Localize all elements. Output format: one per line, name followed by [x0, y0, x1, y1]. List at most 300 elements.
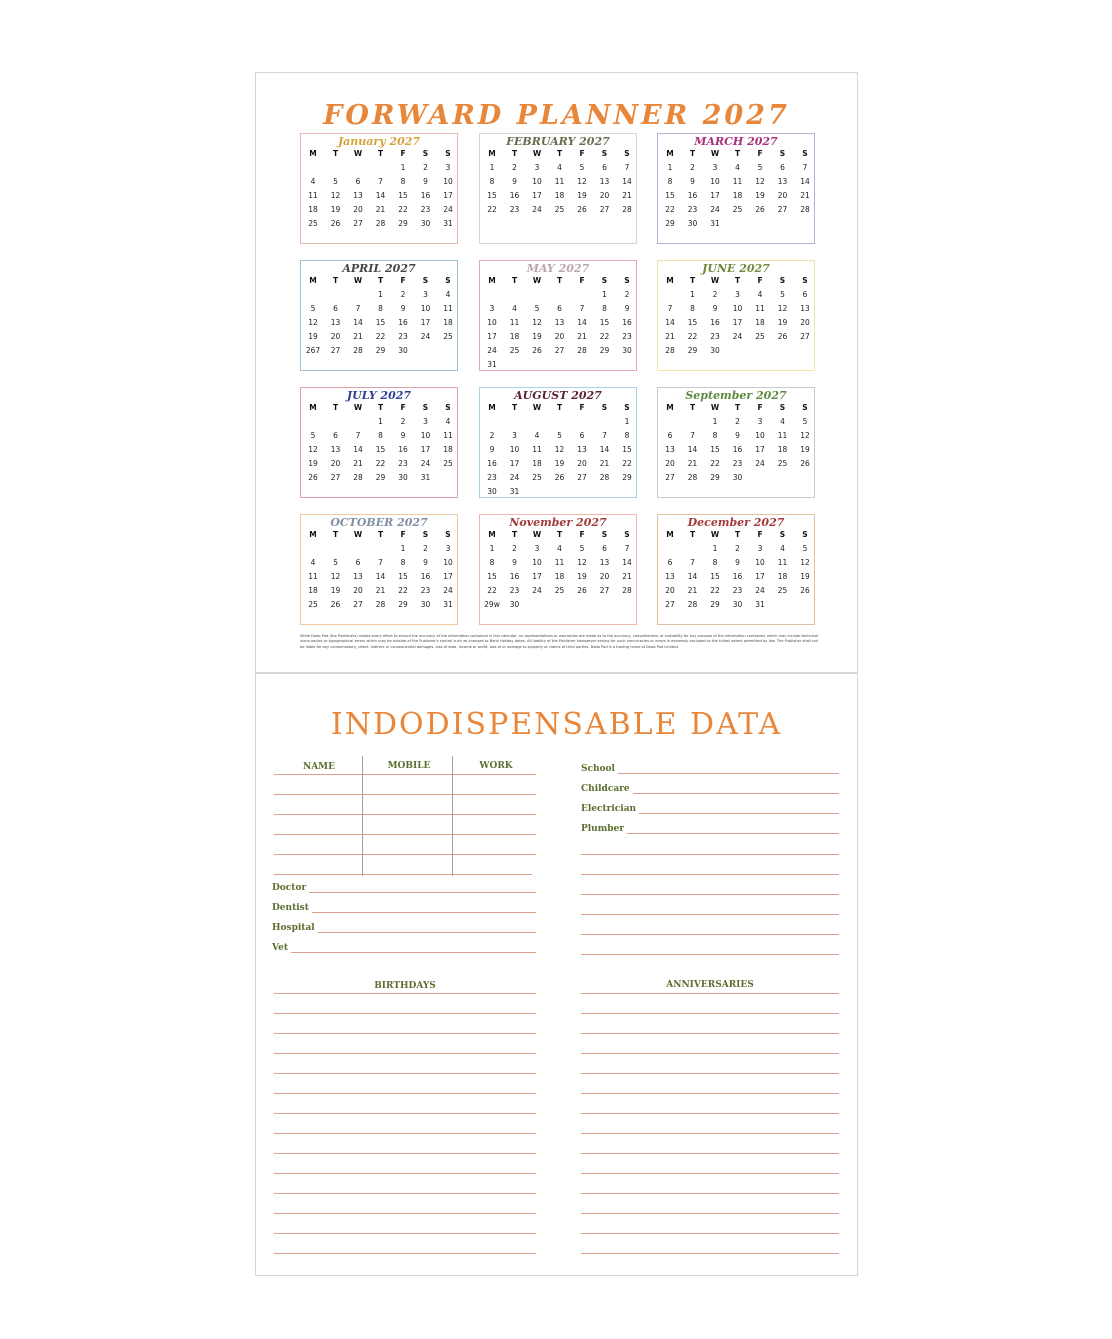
day-cell: 16 — [687, 191, 698, 200]
day-cell: 20 — [800, 318, 810, 327]
day-cell: 17 — [443, 572, 453, 581]
day-cell: 23 — [420, 586, 431, 595]
day-cell: 13 — [599, 177, 610, 186]
day-cell: 15 — [375, 318, 386, 327]
weekday-label: T — [689, 403, 696, 412]
table-row-line[interactable] — [274, 874, 532, 875]
weekday-label: F — [579, 276, 585, 285]
day-cell: 21 — [375, 586, 386, 595]
day-cell: 17 — [420, 445, 431, 454]
day-cell: 5 — [579, 163, 585, 172]
weekday-label: T — [734, 276, 741, 285]
day-cell: 7 — [690, 431, 695, 440]
day-cell: 5 — [780, 290, 785, 299]
day-cell: 13 — [577, 445, 587, 454]
day-cell: 17 — [755, 572, 765, 581]
weekday-label: M — [309, 149, 317, 158]
day-cell: 3 — [423, 417, 428, 426]
day-cell: 24 — [420, 332, 431, 341]
day-cell: 11 — [554, 177, 565, 186]
table-row-line[interactable] — [274, 854, 536, 855]
day-cell: 9 — [712, 304, 718, 313]
day-cell: 7 — [624, 163, 630, 172]
day-cell: 27 — [599, 205, 610, 214]
anniversary-line[interactable] — [581, 1213, 839, 1214]
day-cell: 29 — [375, 346, 386, 355]
day-cell: 27 — [599, 586, 610, 595]
month-name: OCTOBER 2027 — [330, 516, 428, 529]
weekday-label: F — [579, 403, 585, 412]
day-cell: 23 — [710, 332, 720, 341]
day-cell: 21 — [622, 191, 632, 200]
day-cell: 14 — [687, 572, 698, 581]
weekday-label: S — [422, 149, 429, 158]
day-cell: 6 — [667, 431, 673, 440]
header-name: NAME — [302, 762, 336, 772]
day-cell: 8 — [712, 558, 718, 567]
day-cell: 15 — [622, 445, 632, 454]
day-cell: 22 — [710, 586, 720, 595]
disclaimer-text: While Dodo Pad (the Publishers) makes every effort to ensure the accuracy of the information contained in this calendar, no representations or warranties are made as to the accuracy, completeness, or suitability for any purpose of the information contained, which may include technical inaccuracies or typographical errors which may be outside of the Publisher's control such as changes to Bank Holiday dates. All liability of the Publisher howsoever arising for such inaccuracies or errors is expressly excluded to the fullest extent permitted by law. The Publisher shall not be liable for any compensatory, direct, indirect or consequential damages, loss of data, income or profit, loss of or damage to property or claims of third parties. Dodo Pad is a trading name of Dodo Pad Limited. — [300, 634, 818, 649]
day-cell: 17 — [732, 318, 743, 327]
day-cell: 30 — [420, 600, 431, 609]
day-cell: 19 — [308, 459, 318, 468]
weekday-label: T — [556, 149, 563, 158]
day-cell: 22 — [375, 459, 386, 468]
weekday-label: S — [422, 530, 429, 539]
day-cell: 24 — [755, 586, 765, 595]
anniversary-line[interactable] — [581, 1093, 839, 1094]
weekday-label: F — [400, 149, 406, 158]
weekday-label: T — [377, 276, 384, 285]
day-cell: 18 — [308, 205, 318, 214]
day-cell: 9 — [400, 304, 406, 313]
day-cell: 14 — [622, 558, 632, 567]
day-cell: 18 — [443, 318, 453, 327]
field-label-school: School — [581, 764, 618, 774]
weekday-label: S — [802, 276, 808, 285]
month-name: MAY 2027 — [526, 262, 590, 275]
day-cell: 16 — [487, 459, 497, 468]
day-cell: 11 — [755, 304, 765, 313]
weekday-label: T — [689, 149, 696, 158]
anniversary-line[interactable] — [581, 1233, 839, 1234]
anniversary-line[interactable] — [581, 1013, 839, 1014]
day-cell: 1 — [602, 290, 607, 299]
day-cell: 24 — [509, 473, 520, 482]
day-cell: 3 — [757, 417, 763, 426]
day-cell: 17 — [532, 191, 542, 200]
day-cell: 26 — [532, 346, 542, 355]
day-cell: 8 — [489, 177, 495, 186]
day-cell: 18 — [755, 318, 765, 327]
day-cell: 21 — [622, 572, 632, 581]
anniversary-line[interactable] — [581, 1133, 839, 1134]
day-cell: 12 — [800, 558, 810, 567]
day-cell: 8 — [489, 558, 495, 567]
month-12 — [657, 514, 815, 625]
weekday-label: M — [666, 276, 674, 285]
day-cell: 4 — [512, 304, 517, 313]
day-cell: 5 — [534, 304, 540, 313]
day-cell: 10 — [443, 558, 453, 567]
day-cell: 3 — [534, 544, 540, 553]
table-row-line[interactable] — [274, 774, 536, 775]
day-cell: 7 — [602, 431, 607, 440]
day-cell: 27 — [665, 473, 675, 482]
day-cell: 16 — [420, 572, 431, 581]
anniversary-line[interactable] — [581, 1053, 839, 1054]
day-cell: 267 — [305, 346, 321, 355]
day-cell: 4 — [445, 417, 451, 426]
field-line[interactable] — [581, 874, 839, 875]
day-cell: 14 — [375, 191, 386, 200]
weekday-label: S — [601, 276, 608, 285]
planner-title: FORWARD PLANNER 2027 — [323, 100, 790, 131]
day-cell: 12 — [330, 572, 341, 581]
birthday-line[interactable] — [274, 1213, 536, 1214]
day-cell: 4 — [310, 177, 316, 186]
day-cell: 12 — [330, 191, 341, 200]
field-line[interactable] — [581, 773, 839, 774]
weekday-label: F — [579, 530, 585, 539]
day-cell: 22 — [599, 332, 610, 341]
weekday-label: M — [488, 530, 496, 539]
birthday-line[interactable] — [274, 1073, 536, 1074]
day-cell: 13 — [665, 572, 675, 581]
day-cell: 6 — [355, 177, 361, 186]
day-cell: 24 — [532, 586, 542, 595]
day-cell: 7 — [355, 431, 361, 440]
day-cell: 6 — [667, 558, 673, 567]
weekday-label: S — [779, 403, 786, 412]
day-cell: 15 — [487, 191, 497, 200]
birthday-line[interactable] — [274, 1133, 536, 1134]
day-cell: 9 — [735, 431, 740, 440]
day-cell: 22 — [710, 459, 720, 468]
day-cell: 28 — [622, 586, 632, 595]
day-cell: 20 — [353, 586, 363, 595]
day-cell: 2 — [512, 163, 517, 172]
weekday-label: M — [309, 530, 317, 539]
header-work: WORK — [479, 761, 513, 771]
birthday-line[interactable] — [274, 1193, 536, 1194]
month-5 — [479, 260, 637, 371]
weekday-label: T — [689, 530, 696, 539]
day-cell: 11 — [777, 431, 788, 440]
anniversary-line[interactable] — [581, 1193, 839, 1194]
weekday-label: T — [377, 403, 384, 412]
field-line[interactable] — [274, 952, 536, 953]
day-cell: 17 — [443, 191, 453, 200]
day-cell: 30 — [687, 219, 698, 228]
weekday-label: F — [757, 530, 763, 539]
day-cell: 18 — [554, 191, 565, 200]
day-cell: 13 — [665, 445, 675, 454]
day-cell: 25 — [777, 586, 788, 595]
day-cell: 14 — [800, 177, 810, 186]
day-cell: 31 — [443, 219, 453, 228]
day-cell: 1 — [712, 417, 718, 426]
weekday-label: M — [488, 276, 496, 285]
day-cell: 29 — [398, 600, 408, 609]
day-cell: 23 — [732, 459, 743, 468]
weekday-label: T — [377, 530, 384, 539]
table-row-line[interactable] — [274, 794, 536, 795]
weekday-label: W — [532, 276, 542, 285]
day-cell: 22 — [487, 205, 497, 214]
day-cell: 23 — [398, 459, 408, 468]
day-cell: 9 — [512, 177, 517, 186]
day-cell: 11 — [308, 572, 318, 581]
day-cell: 26 — [800, 586, 810, 595]
day-cell: 1 — [378, 417, 383, 426]
weekday-label: M — [666, 403, 674, 412]
day-cell: 12 — [554, 445, 565, 454]
day-cell: 14 — [353, 318, 363, 327]
weekday-label: W — [532, 530, 542, 539]
day-cell: 29 — [710, 473, 720, 482]
month-2 — [479, 133, 637, 244]
month-name: November 2027 — [509, 516, 607, 529]
weekday-label: S — [624, 276, 630, 285]
day-cell: 19 — [330, 586, 341, 595]
day-cell: 25 — [554, 586, 565, 595]
day-cell: 8 — [690, 304, 695, 313]
day-cell: 31 — [420, 473, 431, 482]
day-cell: 1 — [489, 163, 495, 172]
day-cell: 22 — [375, 332, 386, 341]
day-cell: 19 — [777, 318, 788, 327]
day-cell: 21 — [577, 332, 587, 341]
birthday-line[interactable] — [274, 1053, 536, 1054]
day-cell: 7 — [690, 558, 695, 567]
day-cell: 4 — [557, 544, 562, 553]
day-cell: 15 — [687, 318, 698, 327]
weekday-label: F — [757, 149, 763, 158]
weekday-label: M — [666, 149, 674, 158]
month-name: JULY 2027 — [346, 389, 412, 402]
day-cell: 14 — [353, 445, 363, 454]
weekday-label: S — [779, 276, 786, 285]
birthday-line[interactable] — [274, 1113, 536, 1114]
birthday-line[interactable] — [274, 1253, 536, 1254]
day-cell: 25 — [308, 219, 318, 228]
day-cell: 11 — [732, 177, 743, 186]
day-cell: 25 — [755, 332, 765, 341]
field-line[interactable] — [581, 894, 839, 895]
birthday-line[interactable] — [274, 993, 536, 994]
day-cell: 25 — [443, 332, 453, 341]
day-cell: 19 — [800, 445, 810, 454]
day-cell: 1 — [624, 417, 630, 426]
day-cell: 13 — [777, 177, 788, 186]
month-6 — [657, 260, 815, 371]
day-cell: 5 — [579, 544, 585, 553]
day-cell: 20 — [577, 459, 587, 468]
day-cell: 12 — [577, 177, 587, 186]
day-cell: 17 — [710, 191, 720, 200]
day-cell: 31 — [710, 219, 720, 228]
field-line[interactable] — [581, 914, 839, 915]
field-line[interactable] — [274, 892, 536, 893]
day-cell: 21 — [800, 191, 810, 200]
weekday-label: S — [624, 530, 630, 539]
day-cell: 7 — [802, 163, 808, 172]
day-cell: 24 — [532, 205, 542, 214]
month-name: January 2027 — [337, 135, 421, 148]
day-cell: 2 — [400, 417, 406, 426]
day-cell: 10 — [487, 318, 497, 327]
day-cell: 30 — [732, 473, 743, 482]
day-cell: 10 — [509, 445, 520, 454]
day-cell: 10 — [532, 177, 542, 186]
day-cell: 1 — [378, 290, 383, 299]
day-cell: 6 — [355, 558, 361, 567]
anniversary-line[interactable] — [581, 993, 839, 994]
day-cell: 5 — [557, 431, 562, 440]
day-cell: 7 — [378, 558, 383, 567]
day-cell: 4 — [310, 558, 316, 567]
day-cell: 16 — [420, 191, 431, 200]
day-cell: 27 — [577, 473, 587, 482]
day-cell: 22 — [398, 205, 408, 214]
day-cell: 10 — [732, 304, 743, 313]
day-cell: 20 — [330, 459, 341, 468]
day-cell: 9 — [423, 177, 428, 186]
day-cell: 29 — [375, 473, 386, 482]
anniversaries-heading: ANNIVERSARIES — [666, 980, 754, 990]
day-cell: 27 — [554, 346, 565, 355]
day-cell: 26 — [577, 586, 587, 595]
birthday-line[interactable] — [274, 1013, 536, 1014]
weekday-label: T — [511, 403, 518, 412]
day-cell: 14 — [599, 445, 610, 454]
day-cell: 13 — [353, 191, 363, 200]
day-cell: 15 — [710, 445, 720, 454]
anniversary-line[interactable] — [581, 1153, 839, 1154]
day-cell: 17 — [755, 445, 765, 454]
day-cell: 23 — [398, 332, 408, 341]
day-cell: 13 — [330, 318, 341, 327]
day-cell: 29 — [665, 219, 675, 228]
day-cell: 13 — [330, 445, 341, 454]
day-cell: 10 — [755, 431, 765, 440]
day-cell: 26 — [777, 332, 788, 341]
weekday-label: F — [400, 276, 406, 285]
header-mobile: MOBILE — [387, 761, 431, 771]
forward-planner-page — [255, 72, 858, 673]
day-cell: 27 — [777, 205, 788, 214]
day-cell: 7 — [378, 177, 383, 186]
anniversary-line[interactable] — [581, 1033, 839, 1034]
day-cell: 9 — [690, 177, 695, 186]
day-cell: 23 — [420, 205, 431, 214]
day-cell: 19 — [755, 191, 765, 200]
table-row-line[interactable] — [274, 814, 536, 815]
day-cell: 8 — [602, 304, 607, 313]
day-cell: 21 — [687, 586, 698, 595]
field-label-doctor: Doctor — [272, 883, 309, 893]
table-row-line[interactable] — [274, 834, 536, 835]
weekday-label: F — [400, 530, 406, 539]
anniversary-line[interactable] — [581, 1173, 839, 1174]
field-line[interactable] — [581, 854, 839, 855]
birthday-line[interactable] — [274, 1093, 536, 1094]
birthday-line[interactable] — [274, 1233, 536, 1234]
day-cell: 28 — [375, 600, 386, 609]
day-cell: 21 — [353, 459, 363, 468]
day-cell: 23 — [487, 473, 497, 482]
birthday-line[interactable] — [274, 1173, 536, 1174]
day-cell: 25 — [532, 473, 542, 482]
day-cell: 28 — [665, 346, 675, 355]
field-line[interactable] — [581, 934, 839, 935]
day-cell: 4 — [735, 163, 740, 172]
day-cell: 23 — [622, 332, 632, 341]
weekday-label: F — [579, 149, 585, 158]
day-cell: 8 — [400, 558, 406, 567]
weekday-label: S — [445, 149, 451, 158]
day-cell: 25 — [443, 459, 453, 468]
day-cell: 29 — [398, 219, 408, 228]
day-cell: 23 — [509, 205, 520, 214]
day-cell: 27 — [665, 600, 675, 609]
day-cell: 18 — [443, 445, 453, 454]
birthday-line[interactable] — [274, 1033, 536, 1034]
month-name: APRIL 2027 — [342, 262, 416, 275]
day-cell: 12 — [308, 445, 318, 454]
day-cell: 20 — [777, 191, 788, 200]
day-cell: 29w — [484, 600, 500, 609]
day-cell: 24 — [710, 205, 720, 214]
weekday-label: S — [445, 530, 451, 539]
day-cell: 15 — [710, 572, 720, 581]
weekday-label: M — [309, 276, 317, 285]
anniversary-line[interactable] — [581, 1253, 839, 1254]
day-cell: 5 — [802, 417, 808, 426]
day-cell: 14 — [375, 572, 386, 581]
weekday-label: F — [757, 403, 763, 412]
day-cell: 30 — [509, 600, 520, 609]
field-line[interactable] — [581, 954, 839, 955]
field-line[interactable] — [274, 912, 536, 913]
birthdays-heading: BIRTHDAYS — [374, 981, 436, 991]
weekday-label: S — [802, 149, 808, 158]
day-cell: 30 — [398, 473, 408, 482]
weekday-label: S — [802, 530, 808, 539]
anniversary-line[interactable] — [581, 1073, 839, 1074]
day-cell: 3 — [712, 163, 718, 172]
day-cell: 30 — [732, 600, 743, 609]
day-cell: 14 — [665, 318, 675, 327]
anniversary-line[interactable] — [581, 1113, 839, 1114]
day-cell: 3 — [445, 544, 451, 553]
day-cell: 7 — [624, 544, 630, 553]
day-cell: 21 — [353, 332, 363, 341]
birthday-line[interactable] — [274, 1153, 536, 1154]
day-cell: 4 — [780, 544, 785, 553]
day-cell: 9 — [624, 304, 630, 313]
month-1 — [300, 133, 458, 244]
weekday-label: T — [556, 276, 563, 285]
day-cell: 26 — [755, 205, 765, 214]
day-cell: 16 — [509, 572, 520, 581]
day-cell: 31 — [509, 487, 520, 496]
weekday-label: S — [779, 530, 786, 539]
day-cell: 22 — [487, 586, 497, 595]
day-cell: 28 — [353, 473, 363, 482]
